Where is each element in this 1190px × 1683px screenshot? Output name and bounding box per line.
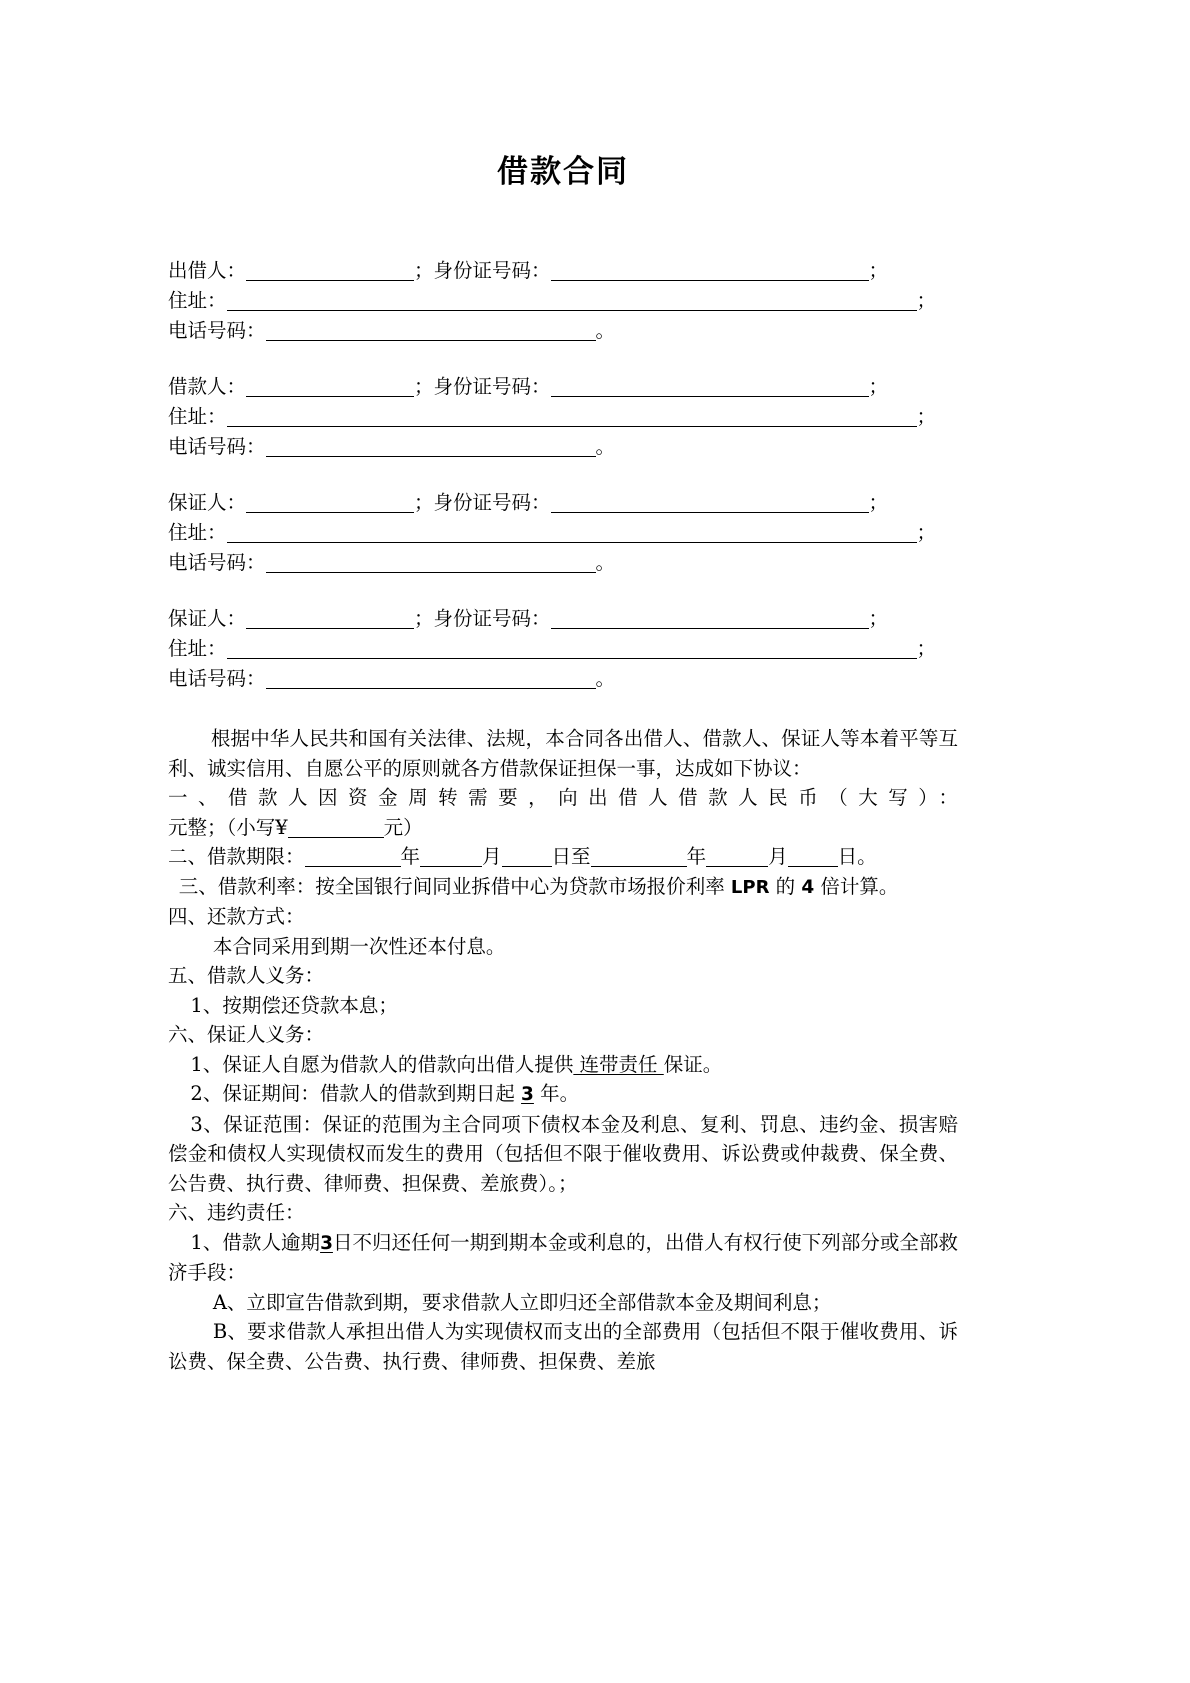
party-guarantor-2-address-label: 住址： xyxy=(168,637,227,661)
clause-2-term xyxy=(168,842,958,872)
clause-3-multiple-value: 4 xyxy=(801,876,815,898)
clause-7-item-1-post: 日不归还任何一期到期本金或利息的，出借人有权行使下列部分或全部救济手段： xyxy=(168,1230,958,1285)
clause-6-item-2-pre: 2、保证期间：借款人的借款到期日起 xyxy=(190,1082,515,1106)
party-lender-id-blank[interactable] xyxy=(551,261,869,281)
clause-2-month-unit: 月 xyxy=(482,845,502,869)
party-guarantor-2-id-label: 身份证号码： xyxy=(433,607,551,631)
separator-semicolon: ； xyxy=(868,607,889,631)
party-lender-address-line xyxy=(168,286,958,316)
clause-2-end-month-blank[interactable] xyxy=(706,848,768,867)
preamble-paragraph: 根据中华人民共和国有关法律、法规，本合同各出借人、借款人、保证人等本着平等互利、诚实信用、自愿公平的原则就各方借款保证担保一事，达成如下协议： xyxy=(168,727,958,780)
clause-6-item-1 xyxy=(168,1050,958,1080)
party-guarantor-1-name-line xyxy=(168,488,958,518)
clause-7-item-b: B、要求借款人承担出借人为实现债权而支出的全部费用（包括但不限于催收费用、诉讼费、保全费、公告费、执行费、律师费、担保费、差旅 xyxy=(168,1320,958,1373)
party-guarantor-1-phone-line xyxy=(168,548,958,578)
parties-section xyxy=(168,256,958,694)
clause-6-item-2 xyxy=(168,1079,958,1110)
separator-semicolon: ； xyxy=(414,607,434,631)
separator-semicolon: ； xyxy=(916,405,937,429)
party-guarantor-2-phone-label: 电话号码： xyxy=(168,667,266,691)
party-lender-address-blank[interactable] xyxy=(227,291,917,311)
party-guarantor-2-address-line xyxy=(168,634,958,664)
separator-semicolon: ； xyxy=(414,491,434,515)
party-guarantor-2-role-label: 保证人： xyxy=(168,607,247,631)
separator-period: 。 xyxy=(595,667,616,691)
party-borrower-id-blank[interactable] xyxy=(551,377,869,397)
party-borrower-role-label: 借款人： xyxy=(168,375,247,399)
clause-3-interest-rate xyxy=(168,872,958,903)
separator-semicolon: ； xyxy=(414,375,434,399)
party-borrower-phone-line xyxy=(168,432,958,462)
clause-2-day-unit: 日至 xyxy=(551,845,591,869)
party-lender-phone-line xyxy=(168,316,958,346)
clause-6-liability-type: 连带责任 xyxy=(573,1052,664,1076)
page-title: 借款合同 xyxy=(497,154,629,190)
party-guarantor-2-phone-blank[interactable] xyxy=(266,669,596,689)
party-lender-role-label: 出借人： xyxy=(168,259,247,283)
party-lender-name-blank[interactable] xyxy=(246,261,414,281)
clause-3-text-mid: 的 xyxy=(769,874,802,898)
party-borrower-address-blank[interactable] xyxy=(227,407,917,427)
clause-6-item-3: 3、保证范围：保证的范围为主合同项下债权本金及利息、复利、罚息、违约金、损害赔偿金和债权人实现债权而发生的费用（包括但不限于催收费用、诉讼费或仲裁费、保全费、公告费、执行费、律师费、担保费、差旅费）。； xyxy=(168,1112,958,1195)
party-borrower-name-blank[interactable] xyxy=(246,377,414,397)
party-guarantor-1-address-line xyxy=(168,518,958,548)
party-lender-phone-label: 电话号码： xyxy=(168,319,266,343)
separator-semicolon: ； xyxy=(868,375,889,399)
party-guarantor-1-id-label: 身份证号码： xyxy=(433,491,551,515)
separator-semicolon: ； xyxy=(868,259,889,283)
clause-1-amount-suffix: 元） xyxy=(383,815,423,839)
clause-2-year-unit: 年 xyxy=(400,845,421,869)
party-guarantor-1-role-label: 保证人： xyxy=(168,491,247,515)
clause-4-heading: 四、还款方式： xyxy=(168,905,305,929)
party-guarantor-1-address-label: 住址： xyxy=(168,521,227,545)
separator-semicolon: ； xyxy=(916,521,937,545)
document-content xyxy=(168,0,958,1376)
clause-6-item-2-post: 年。 xyxy=(540,1082,580,1106)
party-guarantor-1-name-blank[interactable] xyxy=(246,493,414,513)
separator-period: 。 xyxy=(595,435,616,459)
clause-4-item: 本合同采用到期一次性还本付息。 xyxy=(212,934,506,958)
clause-6-item-1-post: 保证。 xyxy=(663,1052,723,1076)
party-borrower-phone-label: 电话号码： xyxy=(168,435,266,459)
party-lender-id-label: 身份证号码： xyxy=(433,259,551,283)
party-lender xyxy=(168,256,958,346)
contract-body xyxy=(168,724,958,1376)
clause-7-heading: 六、违约责任： xyxy=(168,1201,305,1225)
party-guarantor-2-name-blank[interactable] xyxy=(246,609,414,629)
clause-1-line2 xyxy=(168,813,958,843)
party-borrower xyxy=(168,372,958,462)
separator-period: 。 xyxy=(595,551,616,575)
separator-period: 。 xyxy=(595,319,616,343)
separator-semicolon: ； xyxy=(868,491,889,515)
clause-3-text-post: 倍计算。 xyxy=(814,874,899,898)
party-lender-phone-blank[interactable] xyxy=(266,321,596,341)
clause-7-item-1 xyxy=(168,1228,958,1288)
clause-7-overdue-days: 3 xyxy=(320,1232,333,1254)
clause-3-text-pre: 三、借款利率：按全国银行间同业拆借中心为贷款市场报价利率 xyxy=(178,874,731,898)
clause-1-line1: 一、借款人因资金周转需要，向出借人借款人民币（大写）： xyxy=(168,786,958,810)
clause-5-heading: 五、借款人义务： xyxy=(168,964,325,988)
party-guarantor-2-address-blank[interactable] xyxy=(227,639,917,659)
clause-2-month2-unit: 月 xyxy=(768,845,788,869)
clause-2-day2-unit: 日。 xyxy=(837,845,877,869)
party-borrower-address-label: 住址： xyxy=(168,405,227,429)
clause-1-amount-blank[interactable] xyxy=(288,819,384,838)
party-guarantor-2-phone-line xyxy=(168,664,958,694)
clause-2-start-year-blank[interactable] xyxy=(305,848,401,867)
party-guarantor-1-address-blank[interactable] xyxy=(227,523,917,543)
clause-2-end-day-blank[interactable] xyxy=(788,848,838,867)
clause-6-item-1-pre: 1、保证人自愿为借款人的借款向出借人提供 xyxy=(190,1052,574,1076)
party-borrower-name-line xyxy=(168,372,958,402)
clause-1-amount-prefix: 元整；（小写¥ xyxy=(168,815,288,839)
clause-7-item-a: A、立即宣告借款到期，要求借款人立即归还全部借款本金及期间利息； xyxy=(212,1290,832,1314)
clause-3-lpr-label: LPR xyxy=(730,876,770,898)
separator-semicolon: ； xyxy=(916,289,937,313)
clause-5-item-1: 1、按期偿还贷款本息； xyxy=(190,993,398,1017)
clause-2-year2-unit: 年 xyxy=(686,845,707,869)
party-borrower-phone-blank[interactable] xyxy=(266,437,596,457)
party-borrower-id-label: 身份证号码： xyxy=(433,375,551,399)
clause-2-end-year-blank[interactable] xyxy=(591,848,687,867)
party-borrower-address-line xyxy=(168,402,958,432)
party-guarantor-1 xyxy=(168,488,958,578)
clause-7-item-1-pre: 1、借款人逾期 xyxy=(190,1230,321,1254)
clause-6-guarantee-years: 3 xyxy=(521,1084,534,1106)
clause-2-start-day-blank[interactable] xyxy=(502,848,552,867)
party-lender-address-label: 住址： xyxy=(168,289,227,313)
party-guarantor-1-phone-label: 电话号码： xyxy=(168,551,266,575)
party-guarantor-1-phone-blank[interactable] xyxy=(266,553,596,573)
party-lender-name-line xyxy=(168,256,958,286)
party-guarantor-2 xyxy=(168,604,958,694)
party-guarantor-2-name-line xyxy=(168,604,958,634)
party-guarantor-2-id-blank[interactable] xyxy=(551,609,869,629)
clause-2-start-month-blank[interactable] xyxy=(420,848,482,867)
clause-6-heading: 六、保证人义务： xyxy=(168,1023,325,1047)
separator-semicolon: ； xyxy=(414,259,434,283)
party-guarantor-1-id-blank[interactable] xyxy=(551,493,869,513)
clause-2-prefix: 二、借款期限： xyxy=(168,845,305,869)
separator-semicolon: ； xyxy=(916,637,937,661)
